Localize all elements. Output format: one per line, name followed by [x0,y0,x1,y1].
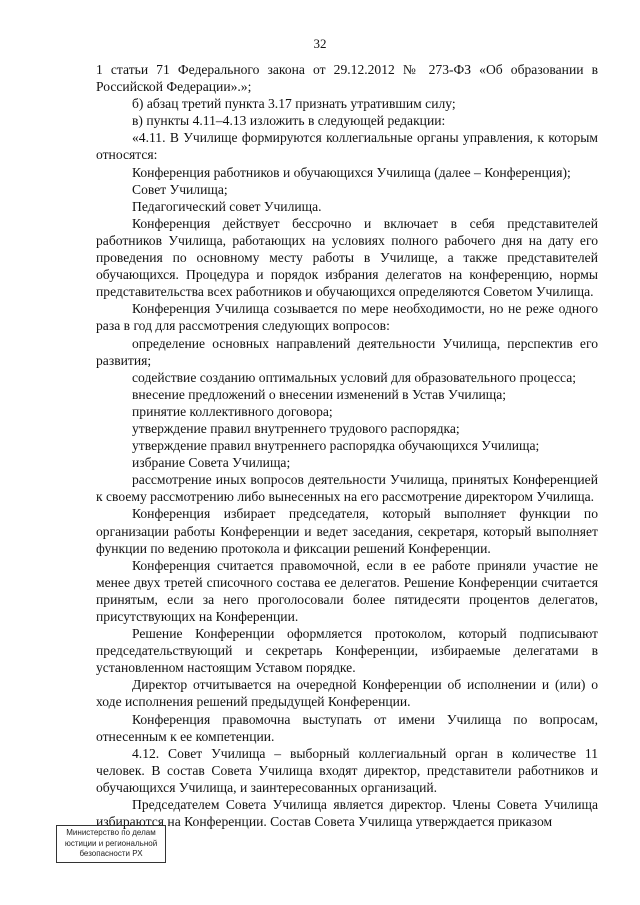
paragraph-14: утверждение правил внутреннего трудового распорядка; [132,420,460,436]
paragraph-15: утверждение правил внутреннего распорядка обучающихся Училища; [132,438,540,454]
paragraph-22: Конференция правомочна выступать от имени Училища по вопросам, отнесенным к ее компетенции. [96,711,598,744]
paragraph-1: 1 статьи 71 Федерального закона от 29.12.2012 № 273-ФЗ «Об образовании в Российской Федерации».»; [96,62,598,95]
paragraph-5: Конференция работников и обучающихся Училища (далее – Конференция); [132,164,571,180]
paragraph-2: б) абзац третий пункта 3.17 признать утратившим силу; [132,96,456,112]
paragraph-24: Председателем Совета Училища является директор. Члены Совета Училища избираются на Конференции. Состав Совета Училища утверждается приказом [96,797,598,830]
paragraph-17: рассмотрение иных вопросов деятельности Училища, принятых Конференцией к своему рассмотрению либо вынесенных на его рассмотрение директором Училища. [96,472,598,505]
stamp-line-1: Министерство по делам [66,828,156,837]
paragraph-4: «4.11. В Училище формируются коллегиальные органы управления, к которым относятся: [96,130,598,163]
paragraph-20: Решение Конференции оформляется протоколом, который подписывают председательствующий и секретарь Конференции, избираемые делегатами в установленном настоящим Уставом порядке. [96,626,598,676]
ministry-stamp [56,825,166,863]
paragraph-3: в) пункты 4.11–4.13 изложить в следующей редакции: [132,113,446,129]
paragraph-12: внесение предложений о внесении изменений в Устав Училища; [132,386,507,402]
document-body [96,61,598,830]
paragraph-9: Конференция Училища созывается по мере необходимости, но не реже одного раза в год для рассмотрения следующих вопросов: [96,301,598,334]
paragraph-7: Педагогический совет Училища. [132,198,322,214]
paragraph-16: избрание Совета Училища; [132,455,291,471]
paragraph-6: Совет Училища; [132,181,228,197]
paragraph-21: Директор отчитывается на очередной Конференции об исполнении и (или) о ходе исполнения решений предыдущей Конференции. [96,677,598,710]
paragraph-23: 4.12. Совет Училища – выборный коллегиальный орган в количестве 11 человек. В состав Совета Училища входят директор, представители работников и обучающихся Училища, и заинтересованных организаций. [96,745,598,795]
paragraph-8: Конференция действует бессрочно и включает в себя представителей работников Училища, работающих на условиях полного рабочего дня на дату его проведения по основному месту работы в Училище, а также представителей обучающихся. Процедура и порядок избрания делегатов на конференцию, нормы представительства всех работников и обучающихся определяются Советом Училища. [96,215,598,300]
paragraph-11: содействие созданию оптимальных условий для образовательного процесса; [132,369,577,385]
paragraph-19: Конференция считается правомочной, если в ее работе приняли участие не менее двух третей списочного состава ее делегатов. Решение Конференции считается принятым, если за него проголосовали более пятидесяти процентов делегатов, присутствующих на Конференции. [96,557,598,624]
paragraph-10: определение основных направлений деятельности Училища, перспектив его развития; [96,335,598,368]
paragraph-18: Конференция избирает председателя, который выполняет функции по организации работы Конференции и ведет заседания, секретаря, который выполняет функции по ведению протокола и фиксации решений Конференции. [96,506,598,556]
stamp-line-3: безопасности РХ [79,849,143,858]
page-number: 32 [313,36,327,51]
paragraph-13: принятие коллективного договора; [132,403,333,419]
stamp-line-2: юстиции и региональной [64,838,158,848]
